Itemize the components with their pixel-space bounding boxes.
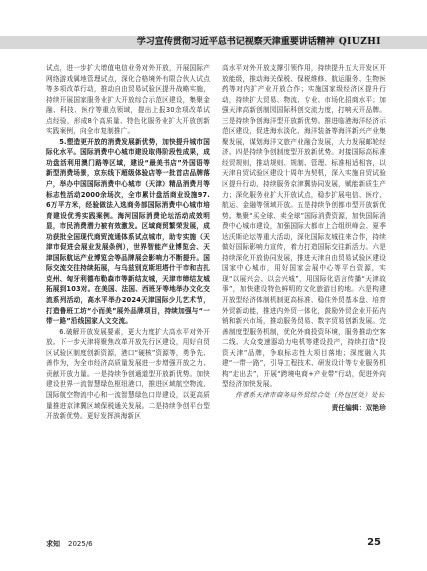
journal-mark: QIUZHI — [338, 37, 381, 47]
footer-journal — [46, 540, 93, 549]
section-paragraph: 6.破解开放发展要素，更大力度扩大高水平对外开放。下一步天津将聚焦改革开放先行区建设，用好自贸区试验区制度创新资源，港口“硬核”资源等，勇争先、善作为，为全市经济高质量发展进一步增强开放之力、贡献开放力量。一是持续争创通道型开放新优势。加快建设世界一流智慧绿色枢纽港口，推进区域航空物流、国际航空物流中心和一流智慧绿色口岸建设，以更高质量推进京津冀区域保税通关发展。二是持续争创平台型开放新优势。更好发挥滨海新区 — [46, 327, 210, 421]
issue-number: 2025/6 — [68, 540, 93, 548]
running-header — [137, 37, 381, 48]
left-column — [46, 63, 210, 422]
editor-credit: 责任编辑：双艳珍 — [331, 403, 386, 412]
paragraph: 试点，进一步扩大增值电信业务对外开放，开展国际产网络游戏属地管理试点，深化合格境外有限合伙人试点等多项改革行动，推动自由贸易试验区提升战略实施，持续开展国家服务业扩大开放综合示范区建设，集聚金融、科技、医疗等重点领域，提出上报30余项改革试点经验，形成8个高质量、特色化服务业扩大开放创新实践案例，向全市复制推广。 — [46, 64, 210, 136]
right-column — [222, 63, 386, 413]
journal-name: 求知 — [46, 540, 60, 548]
author-note: 作者系天津市商务局外贸综合处（外包区处）处长 — [235, 390, 385, 399]
paragraph: 高水平对外开放支撑引领作用，持续提升五大开发区开放能级，推动海关保税、保税维修、航运服务、生物医药等对内扩产业开放合作；实施国家级经济区提升行动，持续扩大贸易、物流、专业、市场化招商水平；加强天津高新创制园国际科创交流力度，打响天开品牌。三是持续争创海洋型开放新优势。推进临港海洋经济示范区建设，促进海水淡化、海洋装备等海洋新兴产业集聚发展，谋划海洋文旅产业融合发展，大力发展邮轮经济。四是持续争创制度型开放新优势。对接国际高标准经贸规则，推动规则、规制、管理、标准相适相容，以天津自贸试验区建设十周年为契机，深入实施自贸试验区提升行动，持续服务京津冀协同发展，赋能新质生产力；深化服务业扩大开放试点，稳步扩展电信、医疗、航运、金融等领域开放。五是持续争创都市型开放新优势。集聚“买全球、卖全球”国际消费资源，加快国际消费中心城市建设，加强国际大都市上合组织峰会、夏季达沃斯论坛等重大活动，深化国际友城往来合作，持续做好国际影响力宣传，着力打造国际交往新活力。六是持续深化开放协同发展，推进天津自由贸易试验区建设国家中心城市，用好国家会展中心等平台资源，实现“以展兴会、以会兴城”，用国际化语言传播“天津故事”，加快建设特色鲜明的文化旅游目的地。六是构建开放型经济体制机制更高标准、稳住外贸基本盘、培育外贸新动能，推进内外贸一体化，鼓励外贸企业开拓内销和新兴市场，推动服务贸易、数字贸易创新发展。完善制度型服务机制，优化外商投资环境，服务推动空客二线、大众变速器动力电机等建设投产，持续打造“投资天津”品牌，争取标志性大项目落地；深度融入共建“一带一路”，引导工程技术、研发设计等专业服务机构“走出去”，开展“跨境电商+产业带”行动，促进外向型经济加快发展。 — [222, 64, 386, 389]
header-title-text: 学习宣传贯彻习近平总书记视察天津重要讲话精神 — [136, 37, 335, 47]
section-paragraph: 5.塑造更开放的消费发展新优势，加快提升城市国际化水平。国际消费中心城市建设取得阶段性成果，成功盘活利用澳门路等区域，建设“最美书店”外国语等新型消费场景，京东线下超级体验店等一批首店品牌落户，举办中国国际消费中心城市（天津）精品消费月等标志性活动2000余场次，全市累计盘活商业设施97.6万平方米，经验做法入选商务部国际消费中心城市培育建设优秀实践案例。海河国际消费论坛活动成效明显，市民消费潜力被有效激发。区域商贸繁荣发展，成功获批全国现代商贸流通体系试点城市，助专实施（天津市促进会展业发展条例），世界智能产业博览会、天津国际航运产业博览会等品牌展会影响力不断提升。国际交流交往持续拓展，与乌兹别克斯坦塔什干市和吉扎克州、匈牙利德布勒森市等新结友城，天津市缔结友城拓展到103对。在美国、法国、西班牙等地举办文化交流系列活动，高水平举办2024天津国际少儿艺术节，打造鲁班工坊“小而美”展外品牌项目，持续加强与“一带一路”沿线国家人文交流。 — [46, 137, 210, 326]
page-number: 25 — [367, 537, 381, 548]
